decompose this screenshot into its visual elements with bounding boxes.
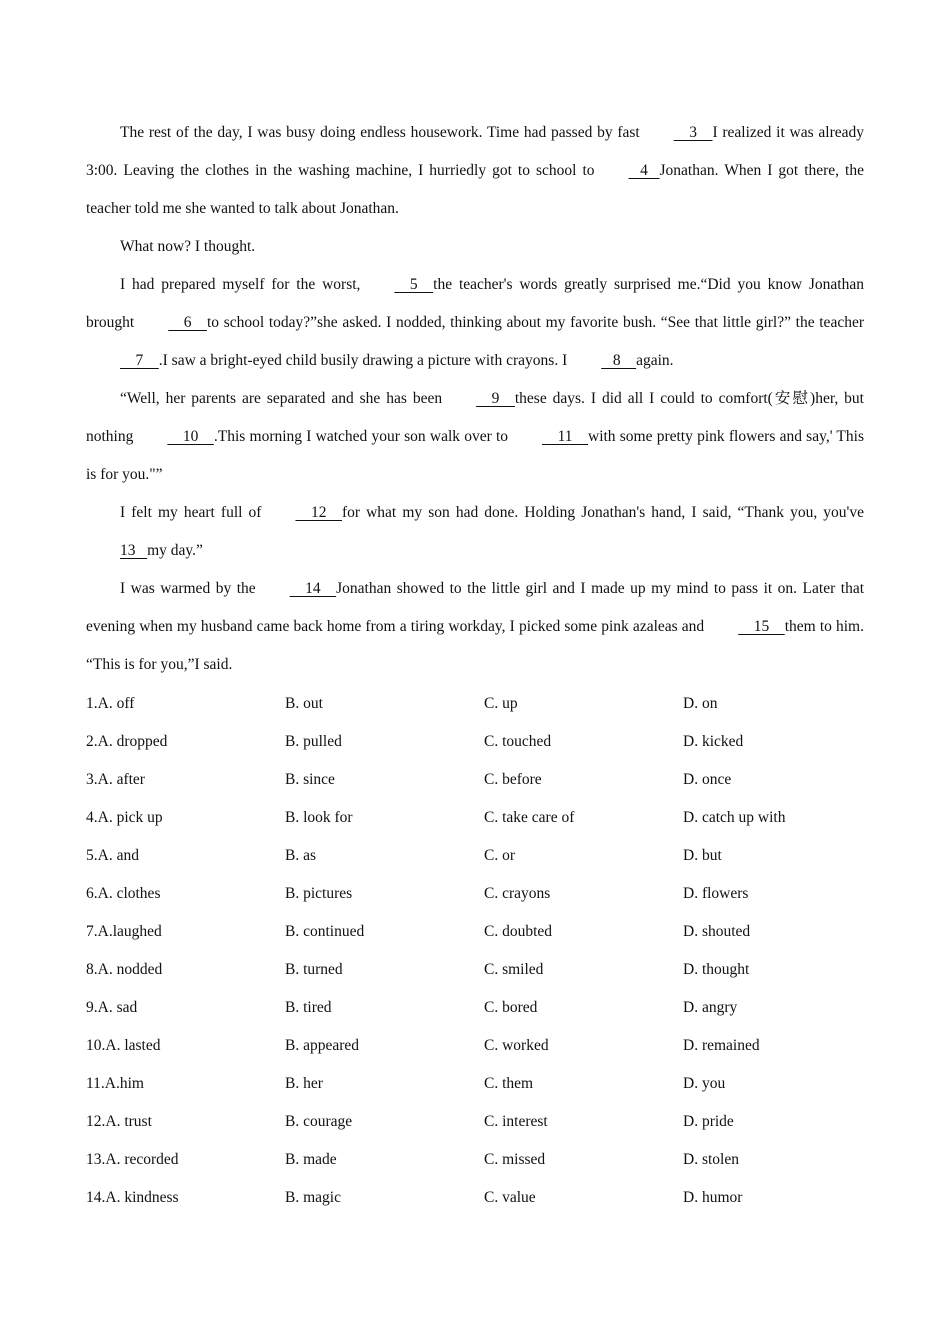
paragraph-5 [86, 494, 864, 570]
option-c: C. crayons [484, 885, 551, 902]
passage-text: I felt my heart full of [120, 504, 262, 521]
blank-15: 15 [738, 618, 785, 635]
passage-text: Jonathan. When I got there, the teacher told me she wanted to talk about Jonathan. [86, 162, 864, 217]
blank-12: 12 [295, 504, 342, 521]
option-a: 8.A. nodded [86, 961, 163, 978]
option-d: D. catch up with [683, 809, 786, 826]
passage-text: my day.” [147, 542, 203, 559]
blank-3: 3 [673, 124, 713, 141]
blank-5: 5 [394, 276, 434, 293]
option-row-11 [86, 1065, 886, 1103]
option-row-9 [86, 989, 886, 1027]
option-b: B. courage [285, 1113, 353, 1130]
blank-6: 6 [168, 314, 207, 331]
option-a: 2.A. dropped [86, 733, 168, 750]
blank-7: 7 [120, 352, 159, 369]
option-d: D. but [683, 847, 722, 864]
cloze-passage [86, 114, 864, 684]
option-c: C. up [484, 695, 518, 712]
option-c: C. bored [484, 999, 538, 1016]
option-b: B. as [285, 847, 316, 864]
option-a: 14.A. kindness [86, 1189, 179, 1206]
option-a: 7.A.laughed [86, 923, 162, 940]
option-row-3 [86, 761, 886, 799]
passage-text: for what my son had done. Holding Jonathan's hand, I said, “Thank you, you've [341, 504, 864, 521]
option-a: 3.A. after [86, 771, 145, 788]
passage-text: What now? I thought. [120, 238, 256, 255]
option-d: D. flowers [683, 885, 749, 902]
paragraph-4 [86, 380, 864, 494]
option-a: 1.A. off [86, 695, 135, 712]
option-b: B. her [285, 1075, 323, 1092]
passage-text: .I saw a bright-eyed child busily drawing a picture with crayons. I [158, 352, 568, 369]
option-b: B. appeared [285, 1037, 360, 1054]
option-b: B. continued [285, 923, 365, 940]
option-d: D. remained [683, 1037, 760, 1054]
passage-text: with some pretty pink flowers and say,' This is for you."” [86, 428, 864, 483]
option-b: B. look for [285, 809, 353, 826]
option-row-7 [86, 913, 886, 951]
option-row-6 [86, 875, 886, 913]
blank-4: 4 [628, 162, 660, 179]
blank-11: 11 [542, 428, 588, 445]
option-b: B. turned [285, 961, 343, 978]
option-d: D. humor [683, 1189, 743, 1206]
option-c: C. value [484, 1189, 536, 1206]
passage-text: I was warmed by the [120, 580, 256, 597]
passage-text: these days. I did all I could to comfort(安慰)her, but nothing [86, 390, 864, 445]
option-a: 4.A. pick up [86, 809, 163, 826]
paragraph-6 [86, 570, 864, 684]
option-d: D. you [683, 1075, 726, 1092]
blank-10: 10 [167, 428, 214, 445]
option-c: C. worked [484, 1037, 549, 1054]
option-c: C. doubted [484, 923, 553, 940]
passage-text: Jonathan showed to the little girl and I made up my mind to pass it on. Later that evening when my husband came back home from a tiring workday, I picked some pink azaleas and [86, 580, 864, 635]
option-row-4 [86, 799, 886, 837]
option-row-8 [86, 951, 886, 989]
option-c: C. missed [484, 1151, 546, 1168]
paragraph-3 [86, 266, 864, 380]
option-c: C. touched [484, 733, 552, 750]
option-b: B. magic [285, 1189, 341, 1206]
option-c: C. smiled [484, 961, 544, 978]
blank-9: 9 [476, 390, 515, 407]
option-c: C. them [484, 1075, 534, 1092]
option-c: C. before [484, 771, 542, 788]
option-d: D. on [683, 695, 718, 712]
option-row-14 [86, 1179, 886, 1217]
passage-text: I had prepared myself for the worst, [120, 276, 361, 293]
option-a: 5.A. and [86, 847, 139, 864]
blank-14: 14 [289, 580, 337, 597]
answer-options [86, 685, 886, 1217]
option-row-10 [86, 1027, 886, 1065]
option-a: 10.A. lasted [86, 1037, 161, 1054]
option-b: B. pictures [285, 885, 353, 902]
option-d: D. angry [683, 999, 738, 1016]
blank-13: 13 [120, 542, 148, 559]
option-b: B. since [285, 771, 335, 788]
option-a: 12.A. trust [86, 1113, 152, 1130]
option-d: D. once [683, 771, 732, 788]
passage-text: again. [636, 352, 674, 369]
option-b: B. pulled [285, 733, 342, 750]
option-c: C. take care of [484, 809, 575, 826]
passage-text: to school today?”she asked. I nodded, thinking about my favorite bush. “See that little girl?” the teacher [206, 314, 864, 331]
option-b: B. made [285, 1151, 337, 1168]
passage-text: The rest of the day, I was busy doing endless housework. Time had passed by fast [120, 124, 640, 141]
option-row-13 [86, 1141, 886, 1179]
option-d: D. kicked [683, 733, 744, 750]
option-b: B. out [285, 695, 323, 712]
option-c: C. interest [484, 1113, 548, 1130]
passage-text: “Well, her parents are separated and she has been [120, 390, 443, 407]
passage-text: the teacher's words greatly surprised me.“Did you know Jonathan brought [86, 276, 864, 331]
option-a: 6.A. clothes [86, 885, 161, 902]
option-a: 11.A.him [86, 1075, 144, 1092]
option-c: C. or [484, 847, 515, 864]
passage-text: I realized it was already 3:00. Leaving the clothes in the washing machine, I hurriedly got to school to [86, 124, 865, 179]
option-a: 13.A. recorded [86, 1151, 179, 1168]
option-b: B. tired [285, 999, 332, 1016]
option-row-2 [86, 723, 886, 761]
option-a: 9.A. sad [86, 999, 138, 1016]
option-d: D. shouted [683, 923, 751, 940]
option-d: D. thought [683, 961, 750, 978]
passage-text: .This morning I watched your son walk over to [213, 428, 509, 445]
option-d: D. stolen [683, 1151, 739, 1168]
blank-8: 8 [601, 352, 637, 369]
option-row-1 [86, 685, 886, 723]
option-row-5 [86, 837, 886, 875]
paragraph-1 [86, 114, 864, 228]
passage-text: them to him. “This is for you,”I said. [86, 618, 864, 673]
option-d: D. pride [683, 1113, 734, 1130]
paragraph-2 [86, 228, 864, 266]
option-row-12 [86, 1103, 886, 1141]
